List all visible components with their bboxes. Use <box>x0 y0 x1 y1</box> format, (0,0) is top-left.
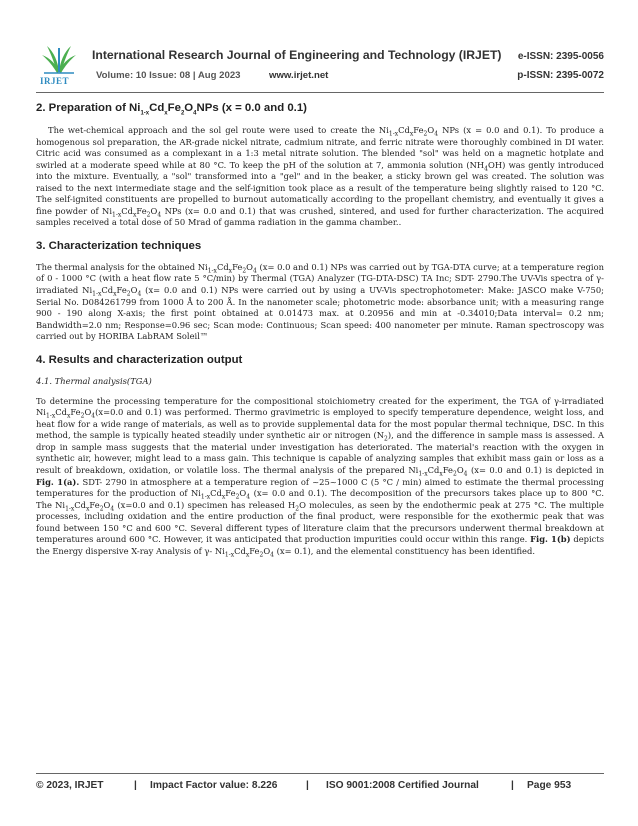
footer-divider <box>36 773 604 774</box>
footer-iso: ISO 9001:2008 Certified Journal <box>326 780 479 791</box>
footer-impact-factor: Impact Factor value: 8.226 <box>150 780 278 791</box>
section-3-paragraph: The thermal analysis for the obtained $Ni_{1-x}Cd_xFe_2O_4$ (x= 0.0 and 0.1) NPs was carried out by TGA-DTA curve; at a temperature region of 0 - 1000 °C (with a heat flow rate 5 °C/min) by Thermal (TGA) Analyzer (TG-DTA-DSC) TA Inc; SDT- 2790.The UV-Vis spectra of γ-irradiated $Ni_{1-x}Cd_xFe_2O_4$ (x= 0.0 and 0.1) NPs were carried out by using a UV-Vis spectrophotometer: Make: JASCO make V-750; Serial No. D084261799 from 1000 Å to 200 Å. In the nanometer scale; photometric mode: absorbance unit; with a measuring range 900 - 190 along X-axis; the first point obtained at 0.01473 max. at 0.20956 and min at -0.34010;Data interval= 0.2 nm; Bandwidth=2.0 nm; Response=0.96 sec; Scan mode: Continuous; Scan speed: 400 nanometer per minute. Raman spectroscopy was carried out by HORIBA LabRAM Soleil™ <box>36 261 604 342</box>
volume-issue: Volume: 10 Issue: 08 | Aug 2023 <box>96 70 241 81</box>
section-2-paragraph: The wet-chemical approach and the sol gel route were used to create the $Ni_{1-x}Cd_xFe_2O_4$ NPs (x = 0.0 and 0.1). To produce a homogenous sol preparation, the AR-grade nickel nitrate, cadmium nitrate, and ferric nitrate were thoroughly combined in DI water. Citric acid was consumed as a complexant in a 1:3 metal nitrate solution. The blended "sol" was held on a magnetic hotplate and swirled at a moderate speed while at 80 °C. To keep the pH of the solution at 7, ammonia solution $(NH_4OH)$ was gently introduced into the mixture. Eventually, a "sol" transformed into a "gel" and in the beaker, a sticky brown gel was created. The solution was raised to the next intermediate stage and the self-ignition took place as a result of the temperature being slightly raised to 120 °C. The self-ignited constituents are propelled to burnout automatically according to the propellant chemistry, and eventually it gives a fine powder of $Ni_{1-x}Cd_xFe_2O_4$ NPs (x= 0.0 and 0.1) that was crushed, sintered, and used for further characterization. The acquired samples received a total dose of 50 Mrad of gamma radiation in the gamma chamber.. <box>36 125 604 228</box>
page-header <box>36 42 604 92</box>
section-4-1-paragraph: To determine the processing temperature for the compositional stoichiometry created for the experiment, the TGA of γ-irradiated $Ni_{1-x}Cd_xFe_2O_4(x=0.0$ and 0.1) was performed. Thermo gravimetric is employed to specify temperature dependence, weight loss, and heat flow for a wide range of materials, as well as to provide supplemental data for the most popular thermal technique, DSC. In this method, the sample is typically heated steadily under synthetic air or nitrogen $(N_2)$, and the difference in sample mass is assessed. A drop in sample mass suggests that the material under investigation has deteriorated. The material's reaction with the oxygen in synthetic air, however, might lead to a mass gain. This technique is capable of analyzing samples that exhibit mass gain or loss as a result of breakdown, oxidation, or volatile loss. The thermal analysis of the prepared $Ni_{1-x}Cd_xFe_2O_4$ (x= 0.0 and 0.1) is depicted in Fig. 1(a). SDT- 2790 in atmosphere at a temperature region of ~25~1000 C (5 °C / min) aimed to estimate the thermal processing temperatures for the production of $Ni_{1-x}Cd_xFe_2O_4$ (x= 0.0 and 0.1). The decomposition of the precursors takes place up to 800 °C. The $Ni_{1-x}Cd_xFe_2O_4$ (x=0.0 and 0.1) specimen has released $H_2O$ molecules, as seen by the endothermic peak at 275 °C. The multiple processes, including oxidation and the entire production of the final product, were responsible for the exothermic peak that was found between 150 °C and 600 °C. Several different types of literature claim that the precursors underwent thermal breakdown at temperatures around 600 °C. However, it was anticipated that production impurities could occur within this range. Fig. 1(b) depicts the Energy dispersive X-ray Analysis of γ- $Ni_{1-x}Cd_xFe_2O_4$ (x= 0.1), and the elemental constituency has been identified. <box>36 395 604 559</box>
footer-separator: | <box>306 780 309 791</box>
section-3-title: 3. Characterization techniques <box>36 239 202 252</box>
e-issn: e-ISSN: 2395-0056 <box>517 51 604 62</box>
footer-separator: | <box>511 780 514 791</box>
section-4-1-title: 4.1. Thermal analysis(TGA) <box>36 375 152 386</box>
footer-page-number: Page 953 <box>527 780 572 791</box>
p-issn: p-ISSN: 2395-0072 <box>517 70 604 81</box>
section-2-title: 2. Preparation of $Ni_{1-x}Cd_xFe_2O_4NPs$ (x = 0.0 and 0.1) <box>36 102 307 117</box>
logo-text: IRJET <box>40 76 70 86</box>
footer-copyright: © 2023, IRJET <box>36 780 104 791</box>
article-body <box>36 100 604 557</box>
page-footer <box>36 780 604 794</box>
website-link[interactable]: www.irjet.net <box>269 70 329 81</box>
footer-separator: | <box>134 780 137 791</box>
header-divider <box>36 92 604 93</box>
section-4-title: 4. Results and characterization output <box>36 353 243 366</box>
journal-title: International Research Journal of Engineering and Technology (IRJET) <box>92 48 502 62</box>
